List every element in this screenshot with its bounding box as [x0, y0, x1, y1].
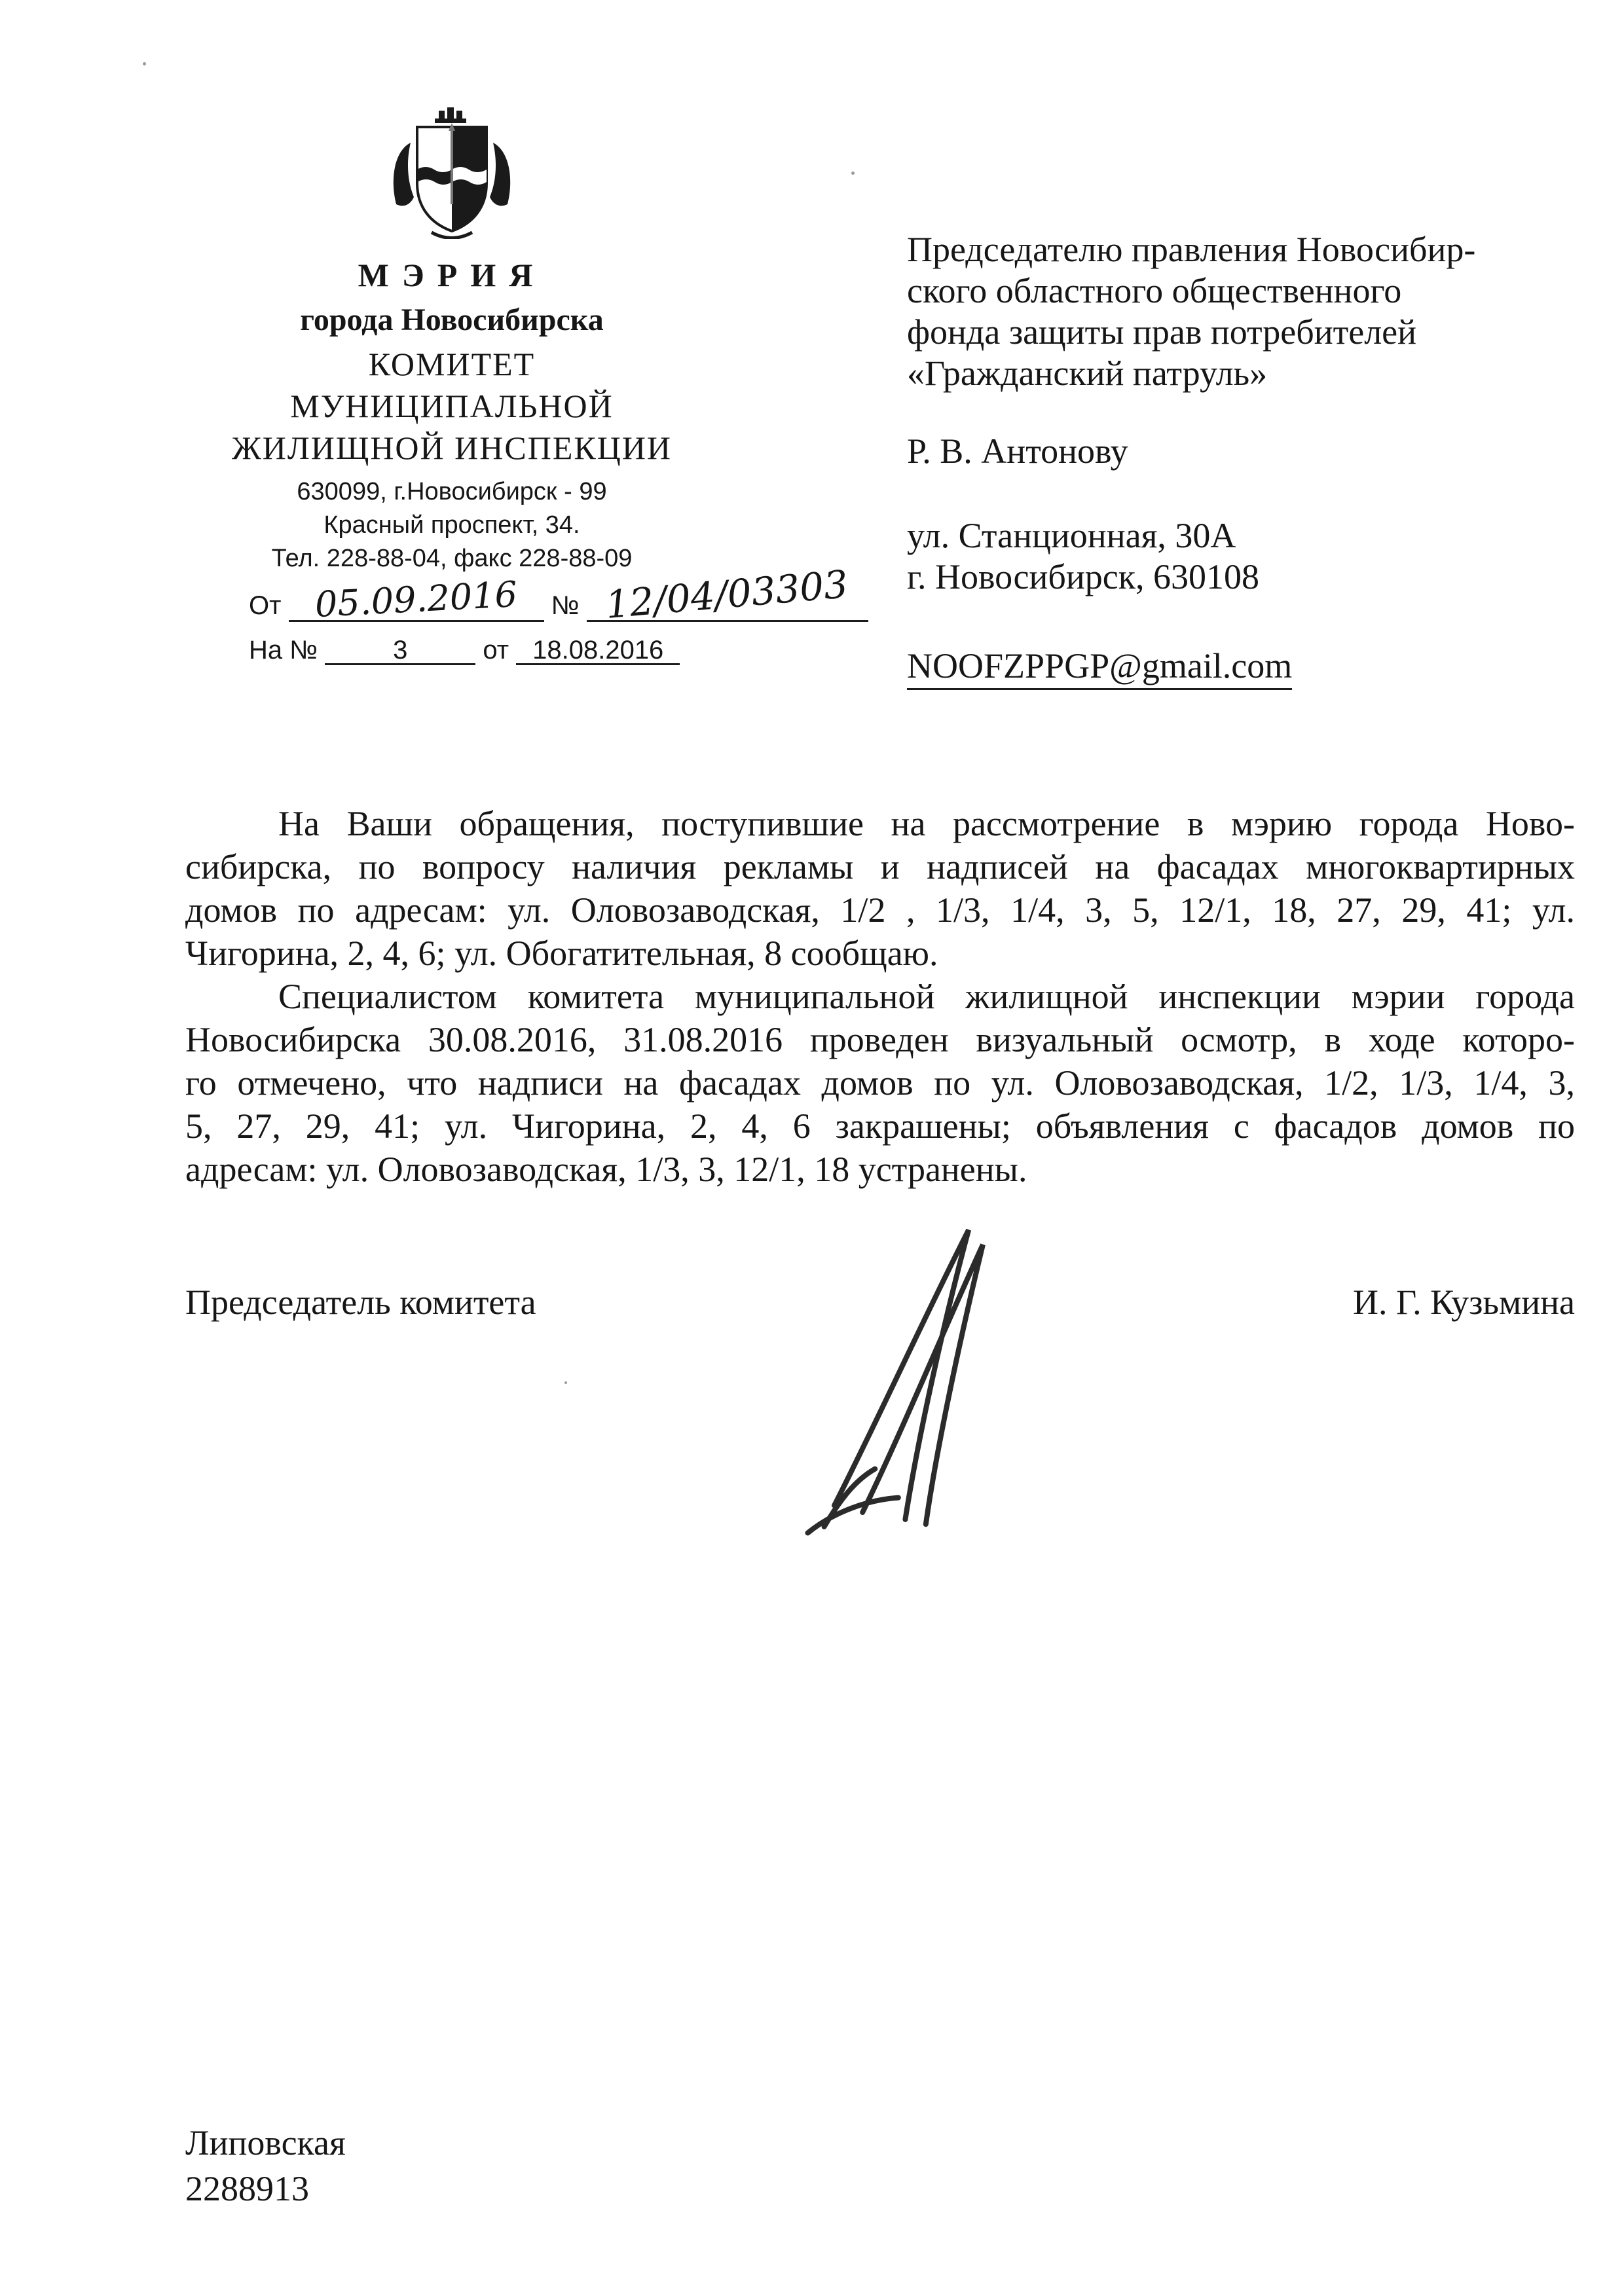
addressee-org-line: фонда защиты прав потребителей	[907, 312, 1417, 352]
org-city: города Новосибирска	[300, 302, 604, 337]
org-name: МЭРИЯ	[358, 257, 546, 293]
committee-name-line: МУНИЦИПАЛЬНОЙ	[290, 388, 614, 424]
addressee-org-line: ского областного общественного	[907, 271, 1402, 310]
addressee-address-line: ул. Станционная, 30А	[907, 516, 1236, 555]
outgoing-from-label: От	[249, 591, 282, 620]
letterhead-postal: 630099, г.Новосибирск - 99	[297, 478, 607, 505]
signer-name: И. Г. Кузьмина	[1353, 1283, 1575, 1322]
scan-artifact	[564, 1381, 567, 1384]
paragraph1-line: Чигорина, 2, 4, 6; ул. Обогатительная, 8 сообщаю.	[185, 934, 938, 973]
outgoing-number-field	[587, 561, 868, 628]
addressee-org-line: «Гражданский патруль»	[907, 354, 1268, 393]
committee-name-line: КОМИТЕТ	[368, 346, 536, 382]
letter-body	[185, 802, 1575, 1191]
outgoing-date-field	[289, 573, 544, 626]
committee-name	[157, 343, 747, 469]
handwritten-date: 05.09.2016	[314, 573, 519, 626]
executor-name: Липовская	[185, 2123, 346, 2162]
paragraph2-line: 5, 27, 29, 41; ул. Чигорина, 2, 4, 6 закрашены; объявления с фасадов домов по	[185, 1106, 1575, 1146]
executor-block	[185, 2120, 346, 2212]
committee-name-line: ЖИЛИЩНОЙ ИНСПЕКЦИИ	[231, 429, 673, 466]
incoming-ref-line	[249, 636, 747, 683]
paragraph2-line: го отмечено, что надписи на фасадах домов по ул. Оловозаводская, 1/2, 1/3, 1/4, 3,	[185, 1063, 1575, 1102]
incoming-ref-number: 3	[325, 637, 475, 665]
scan-artifact	[851, 172, 855, 175]
incoming-ref-date: 18.08.2016	[516, 637, 680, 665]
incoming-ref-label: На №	[249, 636, 318, 665]
paragraph2-line: Специалистом комитета муниципальной жилищной инспекции мэрии города	[278, 977, 1575, 1016]
paragraph2-line: Новосибирска 30.08.2016, 31.08.2016 проведен визуальный осмотр, в ходе которо-	[185, 1020, 1575, 1059]
executor-phone: 2288913	[185, 2169, 309, 2208]
handwritten-number: 12/04/03303	[603, 561, 850, 628]
handwritten-signature-icon	[791, 1195, 1023, 1561]
addressee-org	[907, 229, 1568, 394]
outgoing-ref-line	[249, 561, 850, 629]
signer-title: Председатель комитета	[185, 1283, 536, 1322]
paragraph1-line: домов по адресам: ул. Оловозаводская, 1/2 , 1/3, 1/4, 3, 5, 12/1, 18, 27, 29, 41; ул.	[185, 890, 1575, 930]
paragraph1-line: На Ваши обращения, поступившие на рассмотрение в мэрию города Ново-	[278, 804, 1575, 843]
novosibirsk-coat-of-arms-icon	[377, 105, 527, 239]
addressee-person: Р. В. Антонову	[907, 431, 1128, 471]
addressee-org-line: Председателю правления Новосибир-	[907, 230, 1476, 269]
letterhead	[157, 105, 850, 683]
paragraph2-line: адресам: ул. Оловозаводская, 1/3, 3, 12/1, 18 устранены.	[185, 1150, 1027, 1189]
letterhead-street: Красный проспект, 34.	[323, 511, 580, 539]
addressee-email: NOOFZPPGP@gmail.com	[907, 646, 1292, 690]
letterhead-phone: Тел. 228-88-04, факс 228-88-09	[271, 545, 633, 572]
addressee-address	[907, 515, 1568, 598]
paragraph1-line: сибирска, по вопросу наличия рекламы и надписей на фасадах многоквартирных	[185, 847, 1575, 886]
signature-row	[185, 1282, 1575, 1322]
addressee-address-line: г. Новосибирск, 630108	[907, 557, 1259, 596]
outgoing-number-label: №	[551, 591, 580, 620]
letterhead-contacts	[157, 475, 747, 575]
scan-artifact	[143, 62, 146, 65]
incoming-from-label: от	[483, 636, 509, 665]
addressee-block	[907, 229, 1568, 690]
